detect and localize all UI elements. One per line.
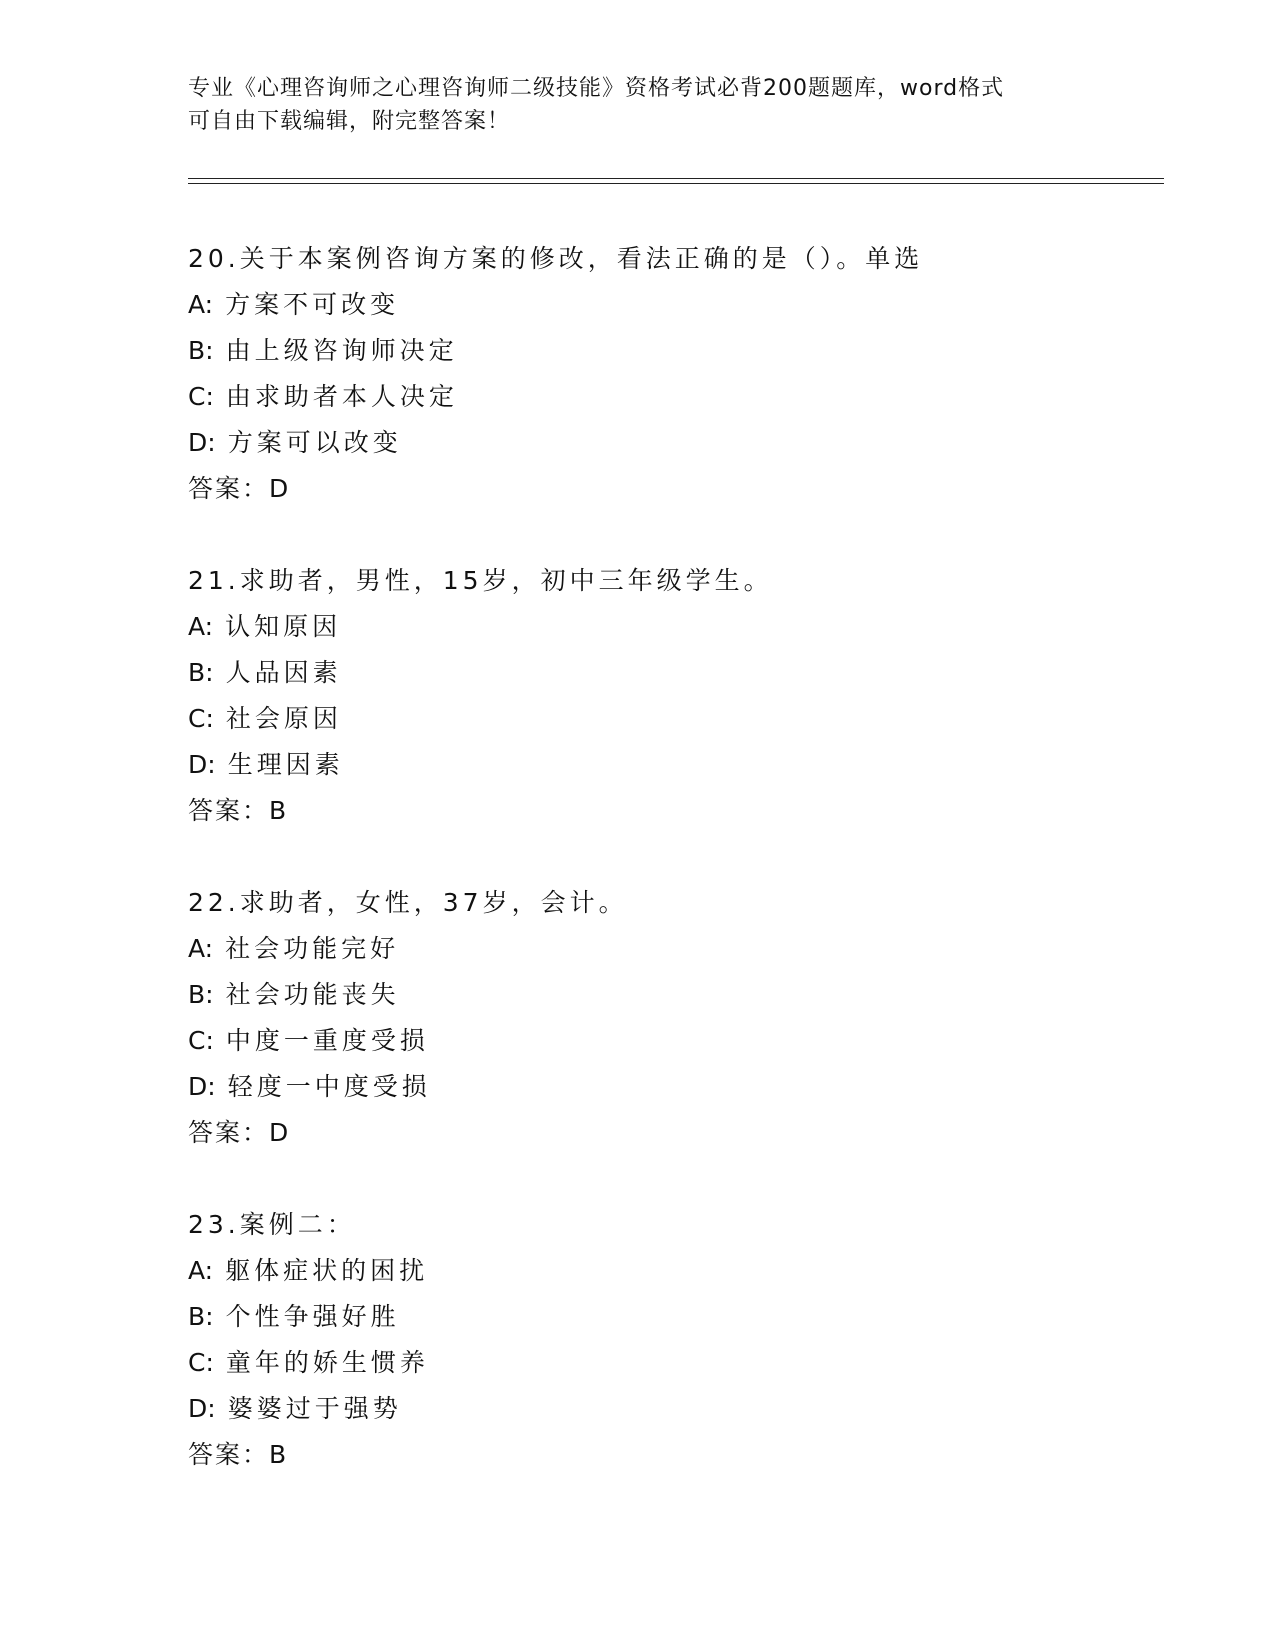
option-letter: D: bbox=[188, 750, 216, 779]
option-b bbox=[188, 328, 1168, 374]
document-header bbox=[188, 72, 1088, 138]
option-text: 方案不可改变 bbox=[225, 290, 400, 319]
option-c bbox=[188, 696, 1168, 742]
option-letter: B: bbox=[188, 980, 214, 1009]
option-letter: B: bbox=[188, 658, 214, 687]
option-text: 方案可以改变 bbox=[227, 428, 402, 457]
option-letter: A: bbox=[188, 612, 214, 641]
option-text: 社会功能完好 bbox=[225, 934, 400, 963]
answer-line: 答案：B bbox=[188, 1440, 289, 1469]
option-text: 由求助者本人决定 bbox=[225, 382, 458, 411]
option-text: 个性争强好胜 bbox=[225, 1302, 400, 1331]
question-stem: 21.求助者，男性，15岁，初中三年级学生。 bbox=[188, 566, 773, 595]
option-c bbox=[188, 1340, 1168, 1386]
option-letter: C: bbox=[188, 382, 214, 411]
option-b bbox=[188, 1294, 1168, 1340]
header-divider-bottom bbox=[188, 183, 1164, 184]
option-a bbox=[188, 1248, 1168, 1294]
option-letter: A: bbox=[188, 1256, 214, 1285]
option-text: 躯体症状的困扰 bbox=[225, 1256, 429, 1285]
option-letter: D: bbox=[188, 1072, 216, 1101]
answer-line: 答案：B bbox=[188, 796, 289, 825]
option-text: 婆婆过于强势 bbox=[227, 1394, 402, 1423]
option-letter: D: bbox=[188, 1394, 216, 1423]
question-item bbox=[188, 880, 1168, 1202]
header-line-2: 可自由下载编辑，附完整答案！ bbox=[188, 109, 511, 134]
option-letter: B: bbox=[188, 1302, 214, 1331]
option-d bbox=[188, 420, 1168, 466]
option-letter: A: bbox=[188, 290, 214, 319]
option-letter: A: bbox=[188, 934, 214, 963]
option-text: 社会原因 bbox=[225, 704, 342, 733]
question-stem: 22.求助者，女性，37岁，会计。 bbox=[188, 888, 628, 917]
option-text: 认知原因 bbox=[225, 612, 342, 641]
option-a bbox=[188, 604, 1168, 650]
option-d bbox=[188, 1064, 1168, 1110]
header-line-1: 专业《心理咨询师之心理咨询师二级技能》资格考试必背200题题库，word格式 bbox=[188, 76, 1005, 101]
option-c bbox=[188, 1018, 1168, 1064]
option-letter: B: bbox=[188, 336, 214, 365]
option-b bbox=[188, 650, 1168, 696]
question-list bbox=[188, 236, 1168, 1524]
question-stem: 20.关于本案例咨询方案的修改，看法正确的是（）。单选 bbox=[188, 244, 924, 273]
option-text: 轻度一中度受损 bbox=[227, 1072, 431, 1101]
option-a bbox=[188, 282, 1168, 328]
option-letter: D: bbox=[188, 428, 216, 457]
option-c bbox=[188, 374, 1168, 420]
option-text: 社会功能丧失 bbox=[225, 980, 400, 1009]
option-d bbox=[188, 742, 1168, 788]
option-text: 生理因素 bbox=[227, 750, 344, 779]
answer-line: 答案：D bbox=[188, 1118, 291, 1147]
question-item bbox=[188, 558, 1168, 880]
answer-line: 答案：D bbox=[188, 474, 291, 503]
option-letter: C: bbox=[188, 704, 214, 733]
option-b bbox=[188, 972, 1168, 1018]
option-d bbox=[188, 1386, 1168, 1432]
question-item bbox=[188, 236, 1168, 558]
option-a bbox=[188, 926, 1168, 972]
option-text: 中度一重度受损 bbox=[225, 1026, 429, 1055]
option-text: 由上级咨询师决定 bbox=[225, 336, 458, 365]
question-stem: 23.案例二： bbox=[188, 1210, 356, 1239]
question-item bbox=[188, 1202, 1168, 1524]
option-text: 人品因素 bbox=[225, 658, 342, 687]
option-letter: C: bbox=[188, 1348, 214, 1377]
header-divider-top bbox=[188, 178, 1164, 179]
option-text: 童年的娇生惯养 bbox=[225, 1348, 429, 1377]
option-letter: C: bbox=[188, 1026, 214, 1055]
